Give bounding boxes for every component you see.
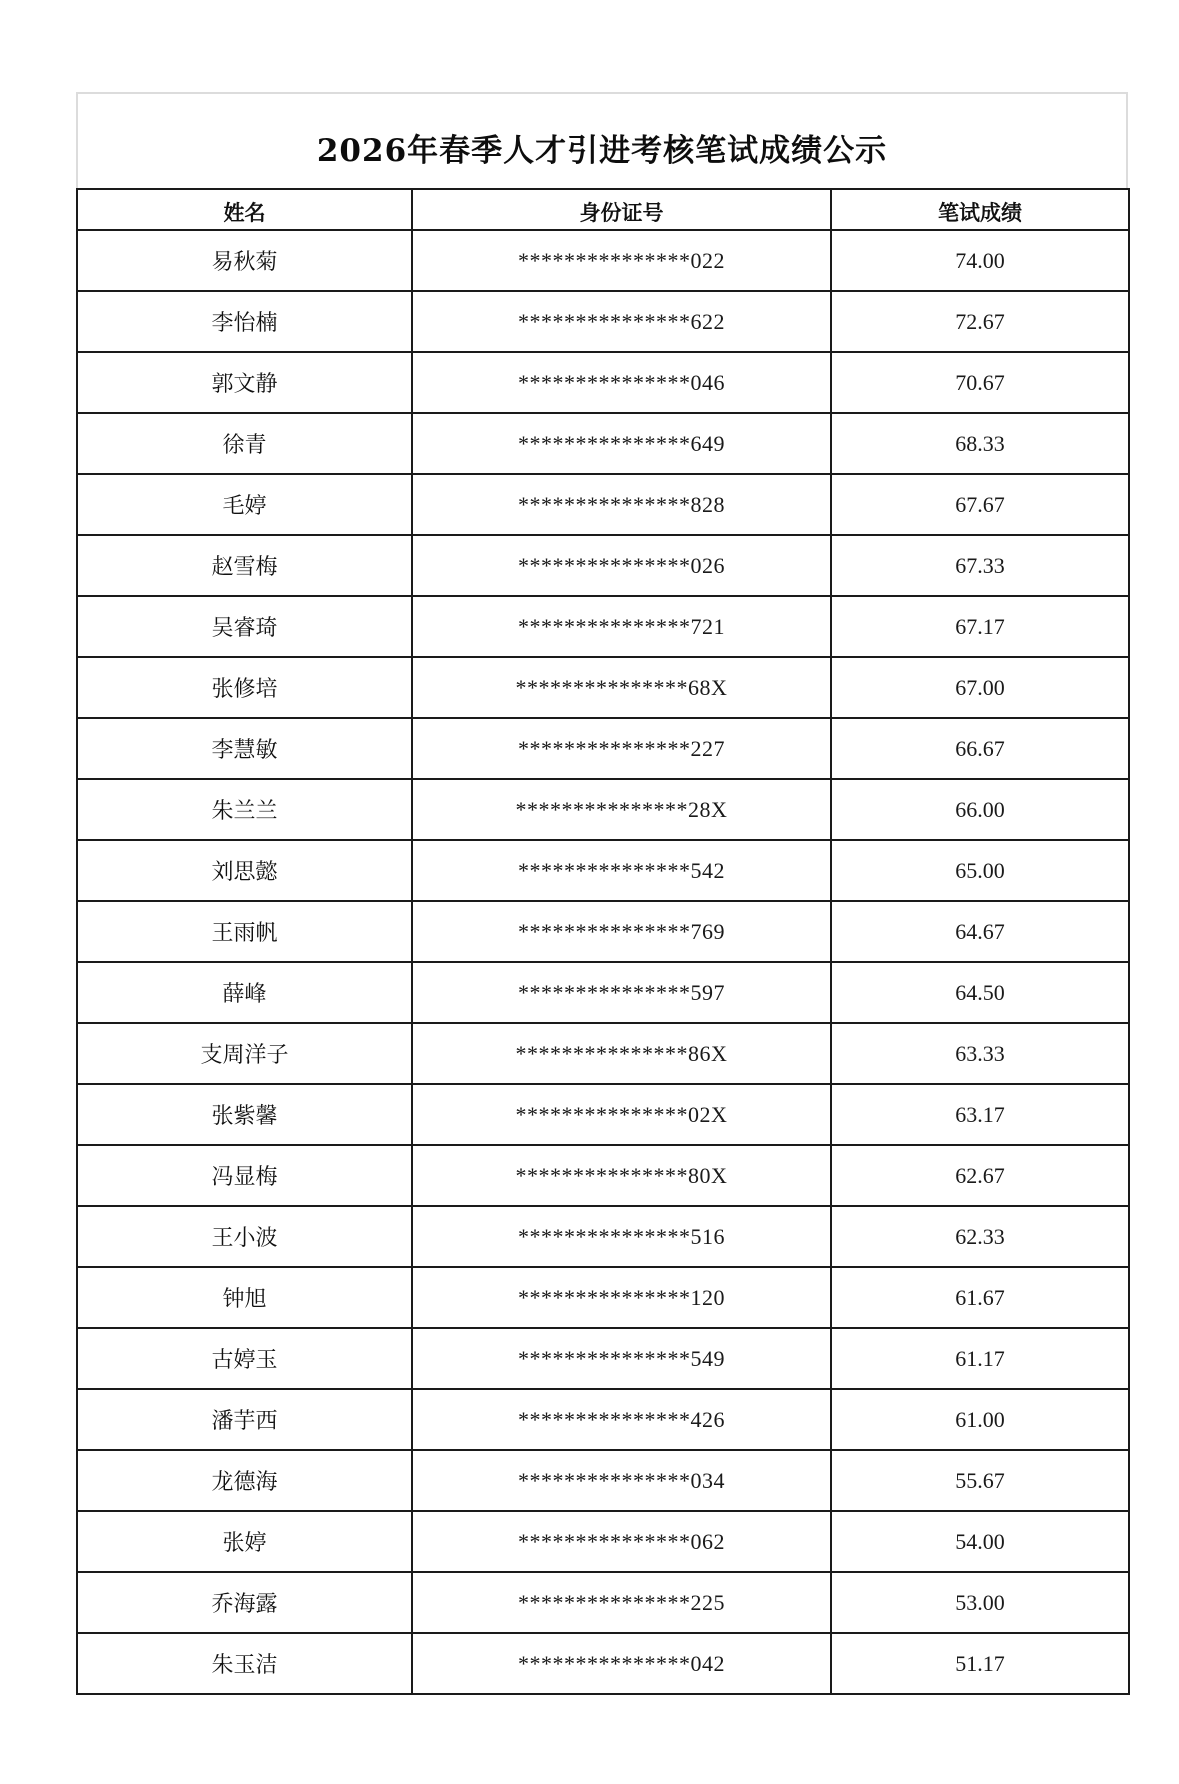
score-cell: 64.50 — [831, 962, 1129, 1023]
table-row — [77, 474, 1129, 535]
score-cell: 51.17 — [831, 1633, 1129, 1694]
name-cell: 钟旭 — [77, 1267, 412, 1328]
table-row — [77, 901, 1129, 962]
score-cell: 61.67 — [831, 1267, 1129, 1328]
score-cell: 66.00 — [831, 779, 1129, 840]
table-body — [77, 230, 1129, 1694]
id-number-cell: ***************597 — [412, 962, 831, 1023]
name-cell: 张婷 — [77, 1511, 412, 1572]
name-cell: 李怡楠 — [77, 291, 412, 352]
score-cell: 67.17 — [831, 596, 1129, 657]
table-row — [77, 291, 1129, 352]
name-cell: 潘芋西 — [77, 1389, 412, 1450]
score-cell: 55.67 — [831, 1450, 1129, 1511]
score-cell: 53.00 — [831, 1572, 1129, 1633]
name-cell: 张修培 — [77, 657, 412, 718]
table-row — [77, 718, 1129, 779]
table-row — [77, 840, 1129, 901]
score-sheet — [76, 92, 1128, 1695]
table-row — [77, 1633, 1129, 1694]
id-number-cell: ***************062 — [412, 1511, 831, 1572]
name-cell: 王雨帆 — [77, 901, 412, 962]
id-number-cell: ***************426 — [412, 1389, 831, 1450]
name-cell: 支周洋子 — [77, 1023, 412, 1084]
name-cell: 王小波 — [77, 1206, 412, 1267]
score-cell: 67.33 — [831, 535, 1129, 596]
name-cell: 张紫馨 — [77, 1084, 412, 1145]
id-number-cell: ***************68X — [412, 657, 831, 718]
score-cell: 70.67 — [831, 352, 1129, 413]
id-number-cell: ***************86X — [412, 1023, 831, 1084]
table-row — [77, 779, 1129, 840]
id-number-cell: ***************046 — [412, 352, 831, 413]
table-row — [77, 230, 1129, 291]
name-cell: 乔海露 — [77, 1572, 412, 1633]
table-row — [77, 535, 1129, 596]
header-score: 笔试成绩 — [831, 189, 1129, 230]
id-number-cell: ***************549 — [412, 1328, 831, 1389]
score-cell: 63.33 — [831, 1023, 1129, 1084]
id-number-cell: ***************042 — [412, 1633, 831, 1694]
name-cell: 刘思懿 — [77, 840, 412, 901]
header-row — [77, 189, 1129, 230]
id-number-cell: ***************828 — [412, 474, 831, 535]
id-number-cell: ***************227 — [412, 718, 831, 779]
id-number-cell: ***************80X — [412, 1145, 831, 1206]
name-cell: 古婷玉 — [77, 1328, 412, 1389]
id-number-cell: ***************28X — [412, 779, 831, 840]
name-cell: 朱兰兰 — [77, 779, 412, 840]
score-cell: 74.00 — [831, 230, 1129, 291]
table-row — [77, 596, 1129, 657]
table-row — [77, 1328, 1129, 1389]
table-row — [77, 1450, 1129, 1511]
id-number-cell: ***************022 — [412, 230, 831, 291]
table-row — [77, 1206, 1129, 1267]
id-number-cell: ***************649 — [412, 413, 831, 474]
name-cell: 郭文静 — [77, 352, 412, 413]
name-cell: 冯显梅 — [77, 1145, 412, 1206]
table-row — [77, 1511, 1129, 1572]
score-cell: 54.00 — [831, 1511, 1129, 1572]
id-number-cell: ***************622 — [412, 291, 831, 352]
table-row — [77, 657, 1129, 718]
id-number-cell: ***************02X — [412, 1084, 831, 1145]
score-cell: 67.00 — [831, 657, 1129, 718]
id-number-cell: ***************225 — [412, 1572, 831, 1633]
id-number-cell: ***************034 — [412, 1450, 831, 1511]
name-cell: 龙德海 — [77, 1450, 412, 1511]
name-cell: 朱玉洁 — [77, 1633, 412, 1694]
score-cell: 65.00 — [831, 840, 1129, 901]
table-row — [77, 1084, 1129, 1145]
score-cell: 62.33 — [831, 1206, 1129, 1267]
table-row — [77, 962, 1129, 1023]
table-row — [77, 1023, 1129, 1084]
table-row — [77, 352, 1129, 413]
header-name: 姓名 — [77, 189, 412, 230]
name-cell: 赵雪梅 — [77, 535, 412, 596]
name-cell: 李慧敏 — [77, 718, 412, 779]
table-row — [77, 1145, 1129, 1206]
table-row — [77, 413, 1129, 474]
page-title: 2026年春季人才引进考核笔试成绩公示 — [316, 132, 888, 169]
id-number-cell: ***************026 — [412, 535, 831, 596]
score-cell: 66.67 — [831, 718, 1129, 779]
name-cell: 吴睿琦 — [77, 596, 412, 657]
title-box — [76, 92, 1128, 188]
name-cell: 薛峰 — [77, 962, 412, 1023]
score-cell: 61.17 — [831, 1328, 1129, 1389]
name-cell: 徐青 — [77, 413, 412, 474]
name-cell: 易秋菊 — [77, 230, 412, 291]
table-row — [77, 1267, 1129, 1328]
score-table — [76, 188, 1130, 1695]
name-cell: 毛婷 — [77, 474, 412, 535]
score-cell: 62.67 — [831, 1145, 1129, 1206]
id-number-cell: ***************516 — [412, 1206, 831, 1267]
score-cell: 64.67 — [831, 901, 1129, 962]
score-cell: 68.33 — [831, 413, 1129, 474]
score-cell: 67.67 — [831, 474, 1129, 535]
table-row — [77, 1389, 1129, 1450]
score-cell: 61.00 — [831, 1389, 1129, 1450]
id-number-cell: ***************120 — [412, 1267, 831, 1328]
id-number-cell: ***************721 — [412, 596, 831, 657]
score-cell: 63.17 — [831, 1084, 1129, 1145]
id-number-cell: ***************769 — [412, 901, 831, 962]
id-number-cell: ***************542 — [412, 840, 831, 901]
header-id: 身份证号 — [412, 189, 831, 230]
score-cell: 72.67 — [831, 291, 1129, 352]
table-row — [77, 1572, 1129, 1633]
